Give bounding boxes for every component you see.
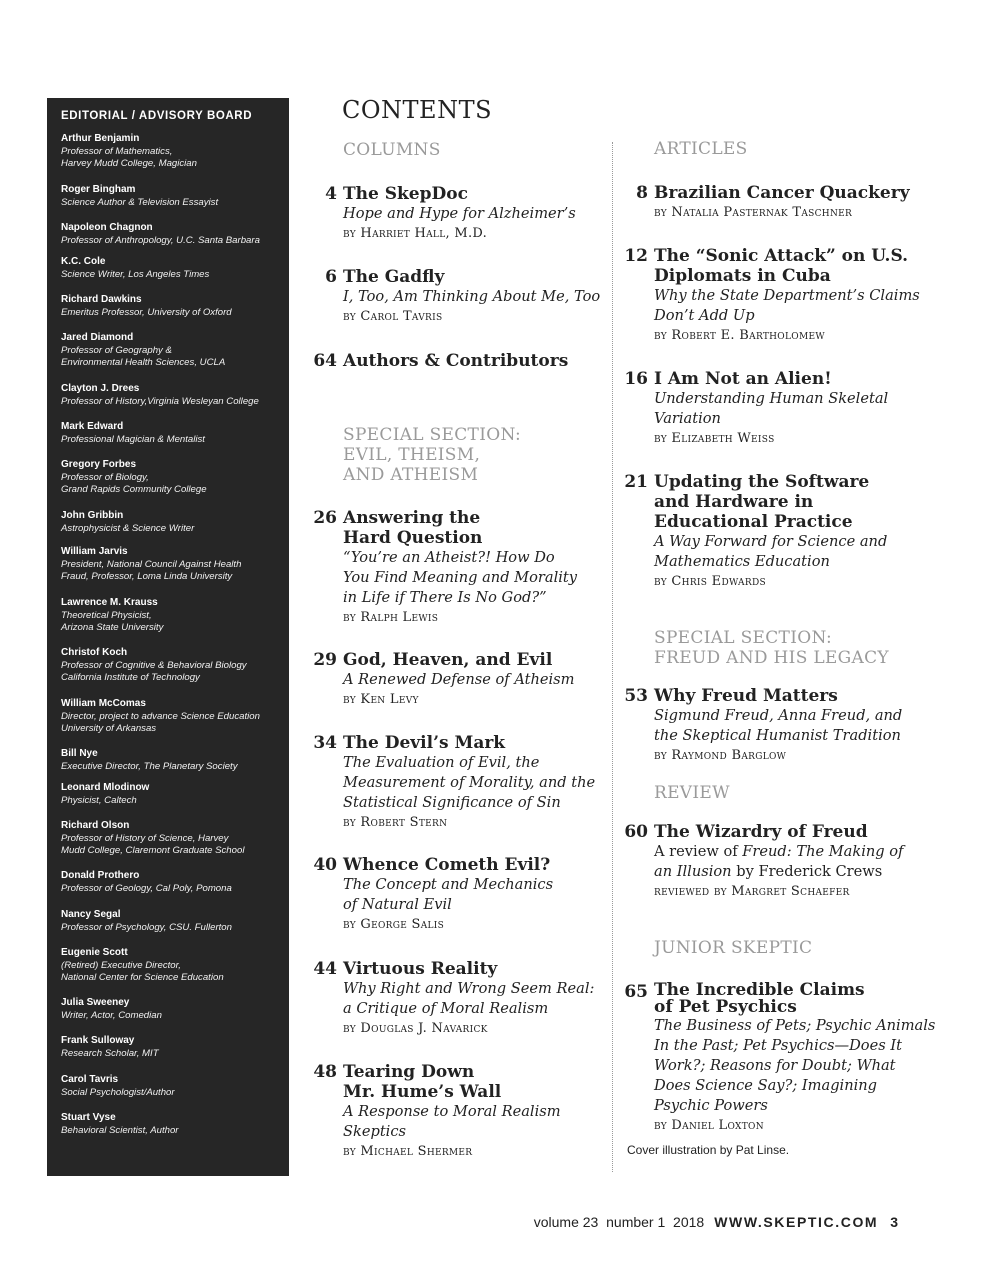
member-name: Carol Tavris xyxy=(61,1074,119,1085)
entry-byline: by Carol Tavris xyxy=(343,309,443,324)
board-member xyxy=(61,647,283,685)
cover-credit: Cover illustration by Pat Linse. xyxy=(627,1143,790,1157)
board-title: EDITORIAL / ADVISORY BOARD xyxy=(61,110,253,122)
board-member xyxy=(61,294,283,319)
member-name: Arthur Benjamin xyxy=(61,133,140,144)
member-name: Richard Olson xyxy=(61,820,130,831)
contents-entry[interactable] xyxy=(313,959,603,1039)
entry-subtitle: The Evaluation of Evil, the Measurement of Morality, and the Statistical Significance of Sin xyxy=(343,754,596,811)
entry-title: Tearing Down Mr. Hume’s Wall xyxy=(343,1062,502,1102)
entry-subtitle xyxy=(654,842,954,882)
board-member xyxy=(61,546,283,584)
board-member xyxy=(61,1074,283,1099)
page-number: 16 xyxy=(624,369,648,389)
page-number: 53 xyxy=(624,686,648,706)
section-heading-columns: COLUMNS xyxy=(343,140,441,160)
entry-title: Why Freud Matters xyxy=(654,686,838,706)
entry-title: Virtuous Reality xyxy=(343,959,498,979)
subtitle-book-title: Freud: The Making of an Illusion xyxy=(654,843,904,880)
member-name: Clayton J. Drees xyxy=(61,383,140,394)
entry-title: The Gadfly xyxy=(343,267,445,287)
contents-entry[interactable] xyxy=(624,472,954,592)
board-member xyxy=(61,332,283,370)
member-name: Leonard Mlodinow xyxy=(61,782,150,793)
member-name: Frank Sulloway xyxy=(61,1035,135,1046)
website-link[interactable]: WWW.SKEPTIC.COM xyxy=(714,1214,879,1230)
subtitle-part: A review of xyxy=(654,843,743,860)
entry-byline: by Elizabeth Weiss xyxy=(654,431,775,446)
entry-subtitle: A Response to Moral Realism Skeptics xyxy=(343,1103,561,1140)
entry-byline: by Robert E. Bartholomew xyxy=(654,328,825,343)
member-description: Director, project to advance Science Education University of Arkansas xyxy=(61,710,260,734)
member-name: William Jarvis xyxy=(61,546,128,557)
contents-title: CONTENTS xyxy=(342,96,493,124)
entry-byline: by Robert Stern xyxy=(343,815,448,830)
member-description: (Retired) Executive Director, National Center for Science Education xyxy=(61,959,224,983)
page-number: 4 xyxy=(325,184,337,204)
subtitle-part: by Frederick Crews xyxy=(731,863,883,880)
entry-byline: by Harriet Hall, M.D. xyxy=(343,226,488,241)
member-name: Christof Koch xyxy=(61,647,128,658)
member-name: Richard Dawkins xyxy=(61,294,142,305)
entry-title: The Wizardry of Freud xyxy=(654,822,868,842)
board-member xyxy=(61,1112,283,1137)
member-description: Executive Director, The Planetary Society xyxy=(61,760,238,772)
member-description: Professor of Cognitive & Behavioral Biology California Institute of Technology xyxy=(61,659,247,683)
member-name: Lawrence M. Krauss xyxy=(61,597,158,608)
member-name: Donald Prothero xyxy=(61,870,140,881)
board-member xyxy=(61,222,283,247)
contents-entry[interactable] xyxy=(624,369,954,449)
column-divider xyxy=(612,142,613,1172)
entry-byline: by Ralph Lewis xyxy=(343,610,439,625)
page-number: 60 xyxy=(624,822,648,842)
entry-subtitle: Why Right and Wrong Seem Real: a Critique of Moral Realism xyxy=(343,980,595,1017)
entry-subtitle: “You’re an Atheist?! How Do You Find Meaning and Morality in Life if There Is No God?” xyxy=(343,549,578,606)
member-description: Professor of Anthropology, U.C. Santa Barbara xyxy=(61,234,260,246)
section-heading-junior-skeptic: JUNIOR SKEPTIC xyxy=(654,938,813,958)
board-member xyxy=(61,256,283,281)
member-description: Professor of Geography & Environmental Health Sciences, UCLA xyxy=(61,344,226,368)
member-description: Professor of Psychology, CSU. Fullerton xyxy=(61,921,232,933)
member-name: Julia Sweeney xyxy=(61,997,130,1008)
entry-subtitle: The Business of Pets; Psychic Animals In the Past; Pet Psychics—Does It Work?; Reasons for Doubt; What Does Science Say?; Imagining Psychic Powers xyxy=(654,1017,936,1114)
board-member xyxy=(61,421,283,446)
page-number: 6 xyxy=(325,267,337,287)
page-number: 48 xyxy=(313,1062,337,1082)
member-name: Bill Nye xyxy=(61,748,98,759)
board-member xyxy=(61,909,283,934)
member-description: Professor of History of Science, Harvey Mudd College, Claremont Graduate School xyxy=(61,832,245,856)
page-number: 40 xyxy=(313,855,337,875)
entry-title: The “Sonic Attack” on U.S. Diplomats in Cuba xyxy=(654,246,909,286)
entry-title: God, Heaven, and Evil xyxy=(343,650,553,670)
member-description: Professor of Mathematics, Harvey Mudd College, Magician xyxy=(61,145,197,169)
member-description: Emeritus Professor, University of Oxford xyxy=(61,306,232,318)
member-name: Jared Diamond xyxy=(61,332,134,343)
board-member xyxy=(61,698,283,736)
contents-entry[interactable] xyxy=(325,267,603,327)
board-member xyxy=(61,997,283,1022)
board-member xyxy=(61,870,283,895)
entry-byline: by Raymond Barglow xyxy=(654,748,787,763)
entry-byline: by George Salis xyxy=(343,917,445,932)
contents-entry[interactable] xyxy=(636,183,954,223)
entry-subtitle: The Concept and Mechanics of Natural Evil xyxy=(343,876,554,913)
board-member xyxy=(61,782,283,807)
member-name: Nancy Segal xyxy=(61,909,121,920)
contents-entry[interactable] xyxy=(624,686,954,766)
section-heading-special-freud: SPECIAL SECTION: FREUD AND HIS LEGACY xyxy=(654,628,889,668)
member-name: Eugenie Scott xyxy=(61,947,128,958)
entry-title: The Incredible Claims of Pet Psychics xyxy=(654,980,865,1017)
contents-entry[interactable] xyxy=(313,855,603,935)
entry-subtitle: Understanding Human Skeletal Variation xyxy=(654,390,889,427)
member-description: Behavioral Scientist, Author xyxy=(61,1124,179,1136)
section-heading-special-evil: SPECIAL SECTION: EVIL, THEISM, AND ATHEISM xyxy=(343,425,522,485)
page-number: 12 xyxy=(624,246,648,266)
entry-subtitle: A Way Forward for Science and Mathematics Education xyxy=(654,533,888,570)
entry-title: Updating the Software and Hardware in Educational Practice xyxy=(654,472,870,532)
section-heading-articles: ARTICLES xyxy=(654,139,748,159)
board-member xyxy=(61,383,283,408)
member-description: Professor of History,Virginia Wesleyan College xyxy=(61,395,259,407)
entry-subtitle: I, Too, Am Thinking About Me, Too xyxy=(343,288,601,305)
contents-entry[interactable] xyxy=(624,980,954,1136)
board-member xyxy=(61,459,283,497)
entry-title: The SkepDoc xyxy=(343,184,468,204)
section-heading-review: REVIEW xyxy=(654,783,730,803)
entry-subtitle: Hope and Hype for Alzheimer’s xyxy=(343,205,576,222)
contents-entry[interactable] xyxy=(624,246,954,346)
entry-title: Whence Cometh Evil? xyxy=(343,855,551,875)
contents-entry[interactable] xyxy=(624,822,954,902)
member-description: Professor of Biology, Grand Rapids Community College xyxy=(61,471,207,495)
member-description: Science Writer, Los Angeles Times xyxy=(61,268,210,280)
member-name: Stuart Vyse xyxy=(61,1112,116,1123)
entry-title: Authors & Contributors xyxy=(343,351,569,371)
entry-byline: by Douglas J. Navarick xyxy=(343,1021,488,1036)
member-name: Roger Bingham xyxy=(61,184,136,195)
entry-title: Brazilian Cancer Quackery xyxy=(654,183,910,203)
issue-info: volume 23 number 1 2018 xyxy=(533,1214,705,1230)
entry-title: Answering the Hard Question xyxy=(343,508,483,548)
contents-entry[interactable] xyxy=(313,351,603,371)
member-description: Professional Magician & Mentalist xyxy=(61,433,205,445)
member-description: Writer, Actor, Comedian xyxy=(61,1009,162,1021)
page-number: 29 xyxy=(313,650,337,670)
board-member xyxy=(61,133,283,171)
board-member xyxy=(61,748,283,773)
member-name: Gregory Forbes xyxy=(61,459,137,470)
page-number: 44 xyxy=(313,959,337,979)
board-member xyxy=(61,1035,283,1060)
contents-entry[interactable] xyxy=(313,508,603,628)
member-description: Social Psychologist/Author xyxy=(61,1086,175,1098)
member-name: Napoleon Chagnon xyxy=(61,222,153,233)
member-name: Mark Edward xyxy=(61,421,124,432)
page-footer xyxy=(534,1214,898,1230)
member-description: Astrophysicist & Science Writer xyxy=(61,522,195,534)
member-name: William McComas xyxy=(61,698,146,709)
page-number: 8 xyxy=(636,183,648,203)
entry-subtitle: Sigmund Freud, Anna Freud, and the Skeptical Humanist Tradition xyxy=(654,707,903,744)
entry-title: The Devil’s Mark xyxy=(343,733,506,753)
page-number-footer: 3 xyxy=(890,1214,898,1230)
board-member xyxy=(61,597,283,635)
member-description: Theoretical Physicist, Arizona State University xyxy=(61,609,164,633)
page-number: 34 xyxy=(313,733,337,753)
entry-title: I Am Not an Alien! xyxy=(654,369,832,389)
contents-entry[interactable] xyxy=(313,650,603,710)
contents-entry[interactable] xyxy=(313,733,603,833)
entry-subtitle: A Renewed Defense of Atheism xyxy=(343,671,575,688)
member-description: Physicist, Caltech xyxy=(61,794,137,806)
board-member xyxy=(61,947,283,985)
contents-entry[interactable] xyxy=(325,184,603,244)
board-member xyxy=(61,820,283,858)
entry-subtitle: Why the State Department’s Claims Don’t Add Up xyxy=(654,287,920,324)
member-description: Research Scholar, MIT xyxy=(61,1047,159,1059)
entry-byline: by Ken Levy xyxy=(343,692,419,707)
page-number: 65 xyxy=(624,982,648,1002)
member-description: Professor of Geology, Cal Poly, Pomona xyxy=(61,882,232,894)
page-number: 21 xyxy=(624,472,648,492)
board-member xyxy=(61,184,283,209)
page-number: 26 xyxy=(313,508,337,528)
entry-byline: by Michael Shermer xyxy=(343,1144,473,1159)
member-name: K.C. Cole xyxy=(61,256,106,267)
entry-byline: reviewed by Margret Schaefer xyxy=(654,884,850,899)
entry-byline: by Natalia Pasternak Taschner xyxy=(654,205,853,220)
contents-entry[interactable] xyxy=(313,1062,603,1162)
entry-byline: by Daniel Loxton xyxy=(654,1118,764,1133)
member-description: Science Author & Television Essayist xyxy=(61,196,219,208)
entry-byline: by Chris Edwards xyxy=(654,574,766,589)
member-description: President, National Council Against Health Fraud, Professor, Loma Linda University xyxy=(61,558,242,582)
page-number: 64 xyxy=(313,351,337,371)
board-member xyxy=(61,510,283,535)
editorial-advisory-board xyxy=(47,98,289,1176)
member-name: John Gribbin xyxy=(61,510,124,521)
